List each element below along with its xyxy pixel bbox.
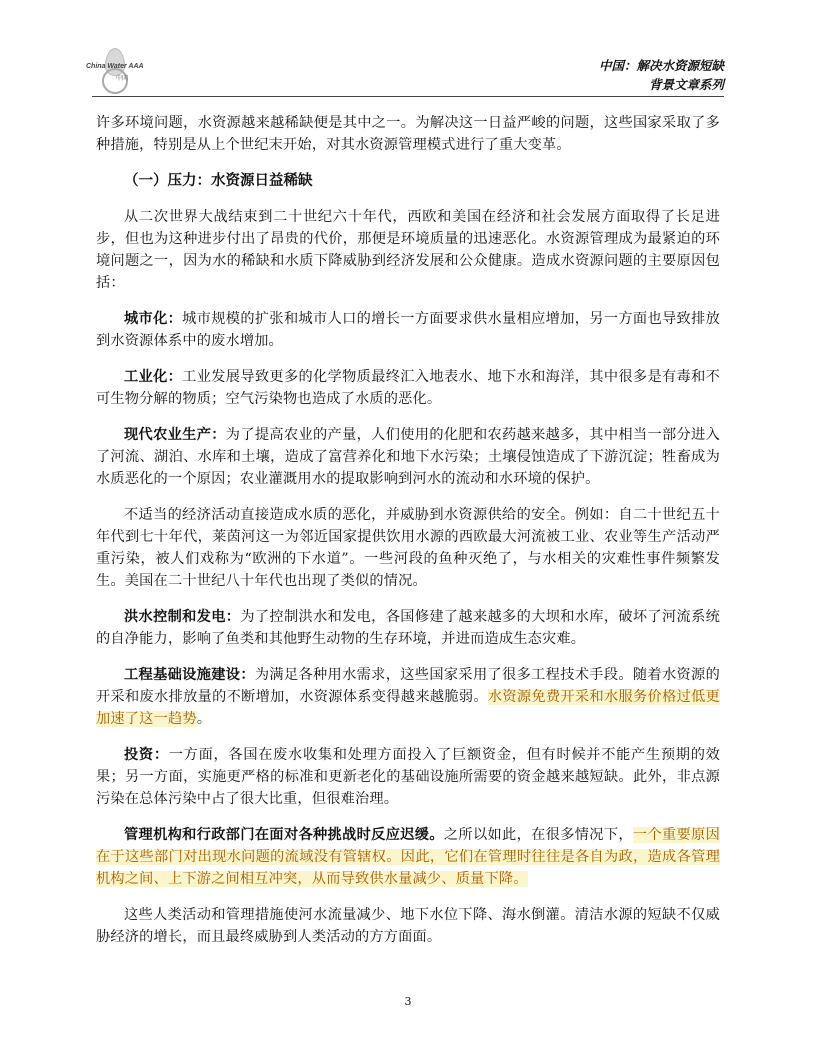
china-water-logo — [86, 44, 156, 98]
investment-label: 投资： — [124, 747, 169, 763]
page-number: 3 — [404, 995, 412, 1008]
header-divider — [92, 96, 724, 97]
agriculture-label: 现代农业生产： — [124, 427, 226, 443]
management-text: 之所以如此，在很多情况下， — [443, 827, 633, 843]
urbanization-paragraph — [96, 308, 720, 352]
industrialization-text: 工业发展导致更多的化学物质最终汇入地表水、地下水和海洋，其中很多是有毒和不可生物分解的物质；空气污染物也造成了水质的恶化。 — [96, 369, 720, 407]
logo-subtext: 中国 — [116, 76, 129, 82]
industrialization-paragraph — [96, 366, 720, 410]
flood-control-text: 为了控制洪水和发电，各国修建了越来越多的大坝和水库，破坏了河流系统的自净能力，影响了鱼类和其他野生动物的生存环境，并进而造成生态灾难。 — [96, 609, 720, 647]
economic-activity-paragraph: 不适当的经济活动直接造成水质的恶化，并威胁到水资源供给的安全。例如：自二十世纪五十年代到七十年代，莱茵河这一为邻近国家提供饮用水源的西欧最大河流被工业、农业等生产活动严重污染，被人们戏称为“欧洲的下水道”。一些河段的鱼种灭绝了，与水相关的灾难性事件频繁发生。美国在二十世纪八十年代也出现了类似的情况。 — [96, 507, 720, 589]
investment-text: 一方面，各国在废水收集和处理方面投入了巨额资金，但有时候并不能产生预期的效果；另一方面，实施更严格的标准和更新老化的基础设施所需要的资金越来越短缺。此外，非点源污染在总体污染中占了很大比重，但很难治理。 — [96, 747, 720, 807]
urbanization-text: 城市规模的扩张和城市人口的增长一方面要求供水量相应增加，另一方面也导致排放到水资源体系中的废水增加。 — [96, 311, 720, 349]
flood-control-label: 洪水控制和发电： — [124, 609, 241, 625]
section-heading: （一）压力：水资源日益稀缺 — [124, 173, 313, 189]
flood-control-paragraph — [96, 606, 720, 650]
infrastructure-highlight: 水资源免费开采和水服务价格过低更加速了这一趋势 — [96, 689, 720, 727]
management-highlight: 一个重要原因在于这些部门对出现水问题的流域没有管辖权。因此，它们在管理时往往是各自为政，造成各管理机构之间、上下游之间相互冲突，从而导致供水量减少、质量下降。 — [96, 827, 721, 887]
header-title: 中国：解决水资源短缺 — [598, 58, 724, 73]
infrastructure-label: 工程基础设施建设： — [124, 667, 255, 683]
header-series: 背景文章系列 — [648, 77, 724, 92]
agriculture-paragraph — [96, 424, 720, 490]
infrastructure-paragraph — [96, 664, 720, 730]
investment-paragraph — [96, 744, 720, 810]
management-label: 管理机构和行政部门在面对各种挑战时反应迟缓。 — [124, 827, 444, 843]
infrastructure-end: 。 — [196, 711, 212, 727]
industrialization-label: 工业化： — [124, 369, 183, 385]
intro-paragraph: 许多环境问题，水资源越来越稀缺便是其中之一。为解决这一日益严峻的问题，这些国家采取了多种措施，特别是从上个世纪末开始，对其水资源管理模式进行了重大变革。 — [96, 115, 720, 153]
agriculture-text: 为了提高农业的产量，人们使用的化肥和农药越来越多，其中相当一部分进入了河流、湖泊、水库和土壤，造成了富营养化和地下水污染；土壤侵蚀造成了下游沉淀；牲畜成为水质恶化的一个原因；农业灌溉用水的提取影响到河水的流动和水环境的保护。 — [96, 427, 720, 487]
pressure-paragraph: 从二次世界大战结束到二十世纪六十年代，西欧和美国在经济和社会发展方面取得了长足进步，但也为这种进步付出了昂贵的代价，那便是环境质量的迅速恶化。水资源管理成为最紧迫的环境问题之一，因为水的稀缺和水质下降威胁到经济发展和公众健康。造成水资源问题的主要原因包括： — [96, 209, 720, 291]
closing-paragraph: 这些人类活动和管理措施使河水流量减少、地下水位下降、海水倒灌。清洁水源的短缺不仅威胁经济的增长，而且最终威胁到人类活动的方方面面。 — [96, 907, 720, 945]
logo-text: China Water AAA — [86, 63, 144, 70]
document-header — [599, 56, 724, 94]
document-body — [96, 112, 720, 962]
infrastructure-text: 为满足各种用水需求，这些国家采用了很多工程技术手段。随着水资源的开采和废水排放量的不断增加，水资源体系变得越来越脆弱。 — [96, 667, 720, 705]
urbanization-label: 城市化： — [124, 311, 183, 327]
management-paragraph — [96, 824, 720, 890]
